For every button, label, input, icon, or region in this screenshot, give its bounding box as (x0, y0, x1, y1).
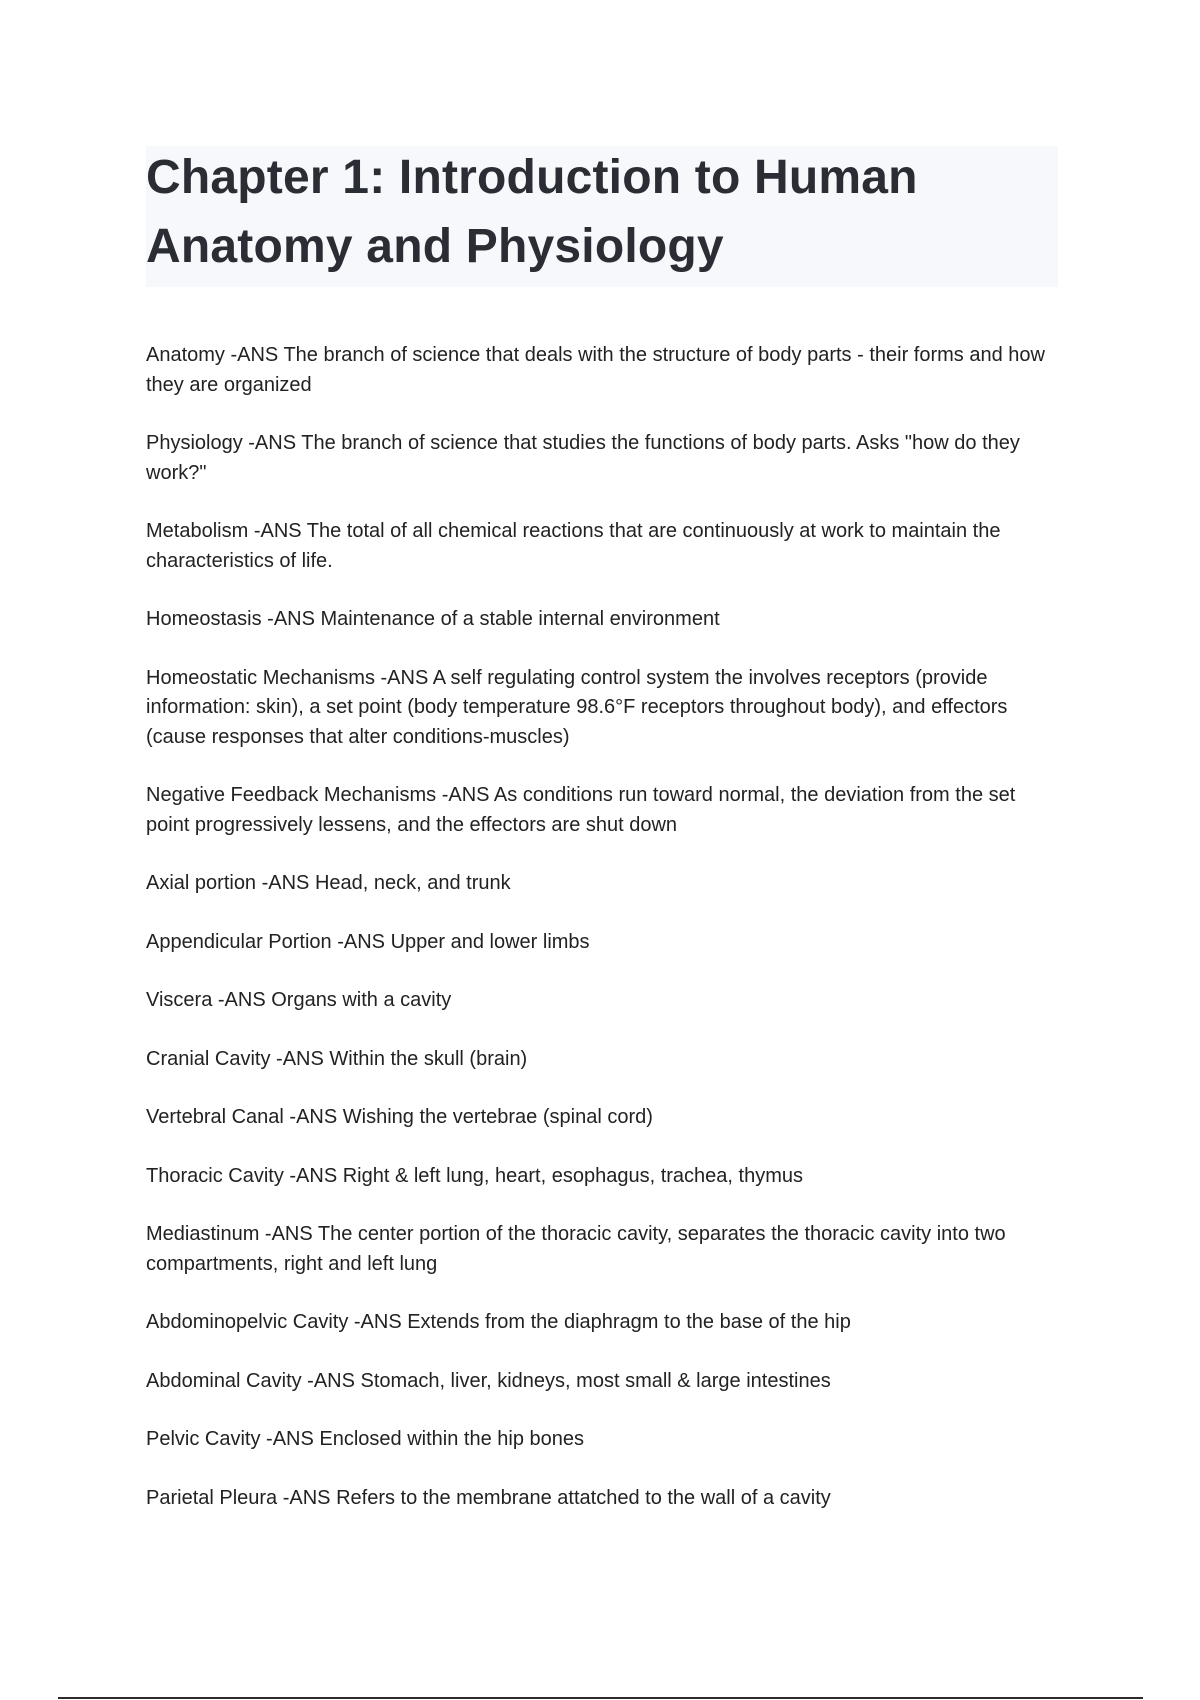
list-item: Vertebral Canal -ANS Wishing the vertebrae (spinal cord) (146, 1106, 653, 1128)
list-item: Mediastinum -ANS The center portion of the thoracic cavity, separates the thoracic cavity into two compartments, right and left lung (146, 1223, 1006, 1275)
list-item: Abdominal Cavity -ANS Stomach, liver, kidneys, most small & large intestines (146, 1369, 831, 1392)
list-item: Metabolism -ANS The total of all chemical reactions that are continuously at work to maintain the characteristics of life. (146, 520, 1001, 572)
list-item: Axial portion -ANS Head, neck, and trunk (146, 872, 511, 894)
list-item: Physiology -ANS The branch of science that studies the functions of body parts. Asks "how do they work?" (146, 432, 1020, 484)
list-item: Negative Feedback Mechanisms -ANS As conditions run toward normal, the deviation from the set point progressively lessens, and the effectors are shut down (146, 784, 1016, 836)
list-item: Pelvic Cavity -ANS Enclosed within the hip bones (146, 1428, 584, 1450)
entry-list (146, 341, 1061, 1542)
list-item: Homeostatic Mechanisms -ANS A self regulating control system the involves receptors (provide information: skin), a set point (body temperature 98.6°F receptors throughout body), and effectors (cause responses that alter conditions-muscles) (146, 666, 1008, 748)
list-item: Parietal Pleura -ANS Refers to the membrane attatched to the wall of a cavity (146, 1486, 831, 1509)
page-title: Chapter 1: Introduction to Human Anatomy and Physiology (146, 151, 918, 273)
footer-divider (58, 1697, 1143, 1699)
list-item: Homeostasis -ANS Maintenance of a stable internal environment (146, 608, 720, 630)
list-item: Thoracic Cavity -ANS Right & left lung, heart, esophagus, trachea, thymus (146, 1164, 803, 1187)
list-item: Cranial Cavity -ANS Within the skull (brain) (146, 1047, 528, 1070)
list-item: Viscera -ANS Organs with a cavity (146, 989, 452, 1011)
list-item: Anatomy -ANS The branch of science that deals with the structure of body parts - their forms and how they are organized (146, 344, 1045, 396)
list-item: Appendicular Portion -ANS Upper and lower limbs (146, 930, 590, 953)
list-item: Abdominopelvic Cavity -ANS Extends from the diaphragm to the base of the hip (146, 1311, 851, 1333)
